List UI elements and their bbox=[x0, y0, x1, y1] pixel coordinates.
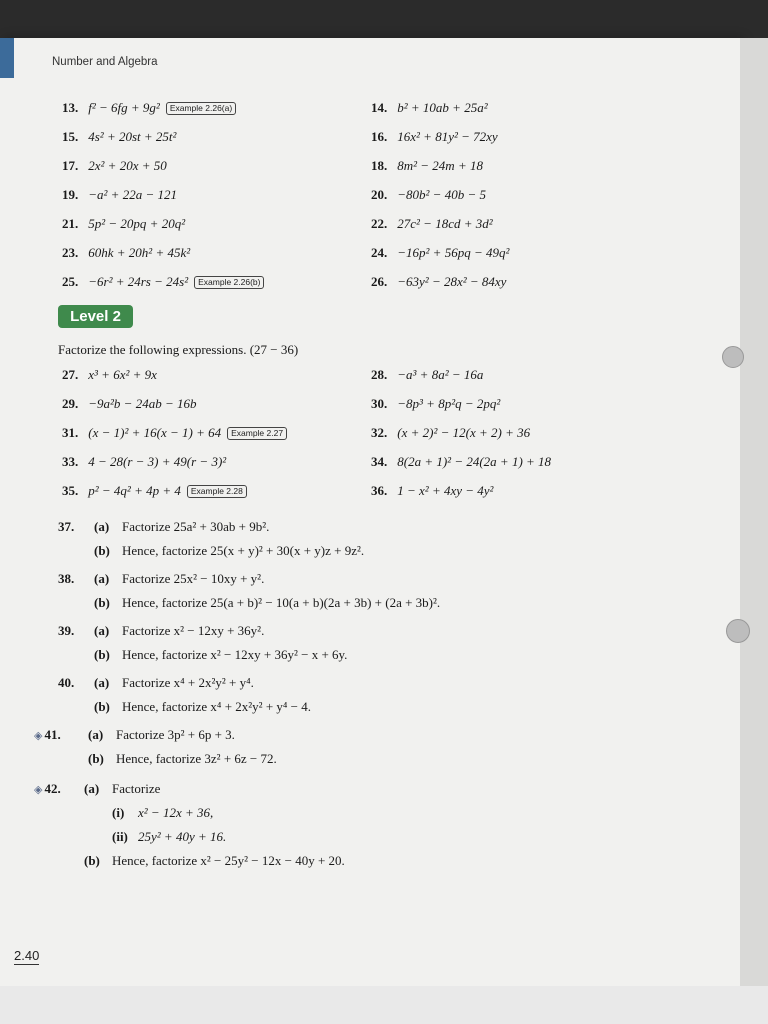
question-number: 40. bbox=[58, 675, 75, 690]
question-number: 33. bbox=[62, 454, 79, 469]
question-number: 22. bbox=[371, 216, 388, 231]
photo-background-bottom bbox=[0, 986, 768, 1024]
question-item bbox=[371, 367, 483, 383]
question-item bbox=[62, 245, 190, 261]
question-item bbox=[371, 129, 498, 145]
question-expression: 8m² − 24m + 18 bbox=[397, 158, 483, 173]
question-number: 19. bbox=[62, 187, 79, 202]
part-label: (b) bbox=[94, 595, 110, 610]
question-number: 13. bbox=[62, 100, 79, 115]
question-item bbox=[371, 274, 506, 290]
question-number: 41. bbox=[44, 727, 61, 742]
question-number: 30. bbox=[371, 396, 388, 411]
part-label: (ii) bbox=[112, 829, 128, 844]
spine-tab bbox=[0, 38, 14, 78]
question-number: 16. bbox=[371, 129, 388, 144]
question-number-block bbox=[58, 623, 86, 639]
question-number: 23. bbox=[62, 245, 79, 260]
question-expression: −8p³ + 8p²q − 2pq² bbox=[397, 396, 501, 411]
part-text: Factorize x⁴ + 2x²y² + y⁴. bbox=[122, 675, 254, 690]
question-expression: −16p² + 56pq − 49q² bbox=[397, 245, 510, 260]
diamond-star-icon: ◈ bbox=[34, 784, 43, 796]
question-expression: b² + 10ab + 25a² bbox=[397, 100, 488, 115]
part-label: (b) bbox=[88, 751, 104, 766]
question-expression: 4s² + 20st + 25t² bbox=[88, 129, 177, 144]
question-number: 24. bbox=[371, 245, 388, 260]
question-item bbox=[62, 158, 167, 174]
question-number: 34. bbox=[371, 454, 388, 469]
example-reference-tag: Example 2.26(b) bbox=[194, 276, 264, 289]
example-reference-tag: Example 2.27 bbox=[227, 427, 287, 440]
question-number: 20. bbox=[371, 187, 388, 202]
question-item bbox=[371, 187, 486, 203]
part-text: Hence, factorize 25(x + y)² + 30(x + y)z + 9z². bbox=[122, 543, 365, 558]
question-number: 37. bbox=[58, 519, 75, 534]
question-expression: 2x² + 20x + 50 bbox=[88, 158, 167, 173]
question-expression: f² − 6fg + 9g² bbox=[88, 100, 160, 115]
question-number: 32. bbox=[371, 425, 388, 440]
question-expression: 8(2a + 1)² − 24(2a + 1) + 18 bbox=[397, 454, 552, 469]
question-number-block bbox=[58, 519, 86, 535]
part-label: (b) bbox=[94, 699, 110, 714]
question-number: 28. bbox=[371, 367, 388, 382]
question-item bbox=[62, 216, 185, 232]
question-part bbox=[88, 727, 235, 743]
question-item bbox=[371, 216, 493, 232]
question-number: 35. bbox=[62, 483, 79, 498]
part-text: Factorize bbox=[112, 781, 161, 796]
part-label: (b) bbox=[94, 647, 110, 662]
textbook-page bbox=[0, 38, 740, 986]
question-item bbox=[371, 454, 551, 470]
question-number: 18. bbox=[371, 158, 388, 173]
question-number: 15. bbox=[62, 129, 79, 144]
question-number: 36. bbox=[371, 483, 388, 498]
question-part bbox=[94, 543, 364, 559]
section-header: Number and Algebra bbox=[52, 56, 158, 68]
question-item bbox=[371, 483, 493, 499]
question-number: 31. bbox=[62, 425, 79, 440]
part-label: (a) bbox=[84, 781, 100, 796]
question-number: 17. bbox=[62, 158, 79, 173]
part-text: Hence, factorize x² − 12xy + 36y² − x + 6y. bbox=[122, 647, 348, 662]
page-edge bbox=[740, 38, 768, 986]
level-badge: Level 2 bbox=[58, 305, 133, 328]
part-text: Factorize 25x² − 10xy + y². bbox=[122, 571, 265, 586]
question-number: 27. bbox=[62, 367, 79, 382]
q42-part-ii bbox=[112, 829, 226, 845]
question-item bbox=[371, 425, 530, 441]
part-text: Hence, factorize x⁴ + 2x²y² + y⁴ − 4. bbox=[122, 699, 312, 714]
part-label: (a) bbox=[94, 623, 110, 638]
instruction-text: Factorize the following expressions. (27 − 36) bbox=[58, 342, 299, 357]
question-item bbox=[62, 425, 287, 441]
q42-part-a bbox=[84, 781, 160, 797]
question-item bbox=[62, 454, 226, 470]
question-expression: −9a²b − 24ab − 16b bbox=[88, 396, 197, 411]
part-text: x² − 12x + 36, bbox=[138, 805, 214, 820]
question-expression: −a² + 22a − 121 bbox=[88, 187, 177, 202]
question-number: 38. bbox=[58, 571, 75, 586]
question-expression: −a³ + 8a² − 16a bbox=[397, 367, 484, 382]
question-part bbox=[94, 675, 254, 691]
part-label: (a) bbox=[94, 571, 110, 586]
example-reference-tag: Example 2.26(a) bbox=[166, 102, 236, 115]
question-part bbox=[94, 647, 347, 663]
question-item bbox=[62, 367, 157, 383]
question-number: 42. bbox=[44, 781, 61, 796]
question-expression: 60hk + 20h² + 45k² bbox=[88, 245, 191, 260]
question-expression: (x − 1)² + 16(x − 1) + 64 bbox=[88, 425, 222, 440]
part-text: Factorize 25a² + 30ab + 9b². bbox=[122, 519, 270, 534]
question-part bbox=[94, 699, 311, 715]
binder-ring-icon bbox=[726, 619, 750, 643]
part-text: 25y² + 40y + 16. bbox=[138, 829, 227, 844]
question-item bbox=[62, 274, 264, 290]
question-part bbox=[88, 751, 277, 767]
question-number-block bbox=[58, 675, 86, 691]
diamond-star-icon: ◈ bbox=[34, 730, 43, 742]
question-item bbox=[371, 245, 509, 261]
question-number: 21. bbox=[62, 216, 79, 231]
example-reference-tag: Example 2.28 bbox=[187, 485, 247, 498]
question-item bbox=[62, 129, 176, 145]
part-label: (i) bbox=[112, 805, 125, 820]
question-number: 14. bbox=[371, 100, 388, 115]
q42-part-i bbox=[112, 805, 213, 821]
question-number: 26. bbox=[371, 274, 388, 289]
question-expression: −80b² − 40b − 5 bbox=[397, 187, 486, 202]
question-number-block bbox=[58, 571, 86, 587]
question-expression: 1 − x² + 4xy − 4y² bbox=[397, 483, 494, 498]
question-item bbox=[62, 187, 177, 203]
binder-ring-icon bbox=[722, 346, 744, 368]
question-part bbox=[94, 623, 264, 639]
part-text: Hence, factorize x² − 25y² − 12x − 40y + 20. bbox=[112, 853, 345, 868]
question-expression: −6r² + 24rs − 24s² bbox=[88, 274, 189, 289]
part-label: (a) bbox=[88, 727, 104, 742]
part-text: Hence, factorize 3z² + 6z − 72. bbox=[116, 751, 277, 766]
question-part bbox=[94, 519, 269, 535]
question-item bbox=[371, 158, 483, 174]
question-expression: x³ + 6x² + 9x bbox=[88, 367, 157, 382]
photo-background-top bbox=[0, 0, 768, 40]
question-number: 29. bbox=[62, 396, 79, 411]
question-number: 39. bbox=[58, 623, 75, 638]
question-item bbox=[371, 396, 500, 412]
question-item bbox=[371, 100, 488, 116]
part-text: Factorize 3p² + 6p + 3. bbox=[116, 727, 235, 742]
part-label: (a) bbox=[94, 675, 110, 690]
question-number: 25. bbox=[62, 274, 79, 289]
q42-part-b bbox=[84, 853, 345, 869]
question-part bbox=[94, 595, 440, 611]
question-item bbox=[62, 396, 196, 412]
question-expression: 27c² − 18cd + 3d² bbox=[397, 216, 493, 231]
question-expression: 4 − 28(r − 3) + 49(r − 3)² bbox=[88, 454, 227, 469]
question-expression: 5p² − 20pq + 20q² bbox=[88, 216, 186, 231]
question-42 bbox=[34, 781, 72, 797]
question-item bbox=[62, 483, 247, 499]
part-text: Hence, factorize 25(a + b)² − 10(a + b)(2a + 3b) + (2a + 3b)². bbox=[122, 595, 441, 610]
question-number-block bbox=[34, 727, 72, 743]
question-item bbox=[62, 100, 236, 116]
part-label: (b) bbox=[84, 853, 100, 868]
page-number: 2.40 bbox=[14, 948, 40, 963]
question-expression: −63y² − 28x² − 84xy bbox=[397, 274, 507, 289]
question-expression: 16x² + 81y² − 72xy bbox=[397, 129, 498, 144]
question-expression: (x + 2)² − 12(x + 2) + 36 bbox=[397, 425, 531, 440]
question-part bbox=[94, 571, 264, 587]
part-label: (a) bbox=[94, 519, 110, 534]
part-text: Factorize x² − 12xy + 36y². bbox=[122, 623, 265, 638]
question-expression: p² − 4q² + 4p + 4 bbox=[88, 483, 181, 498]
part-label: (b) bbox=[94, 543, 110, 558]
